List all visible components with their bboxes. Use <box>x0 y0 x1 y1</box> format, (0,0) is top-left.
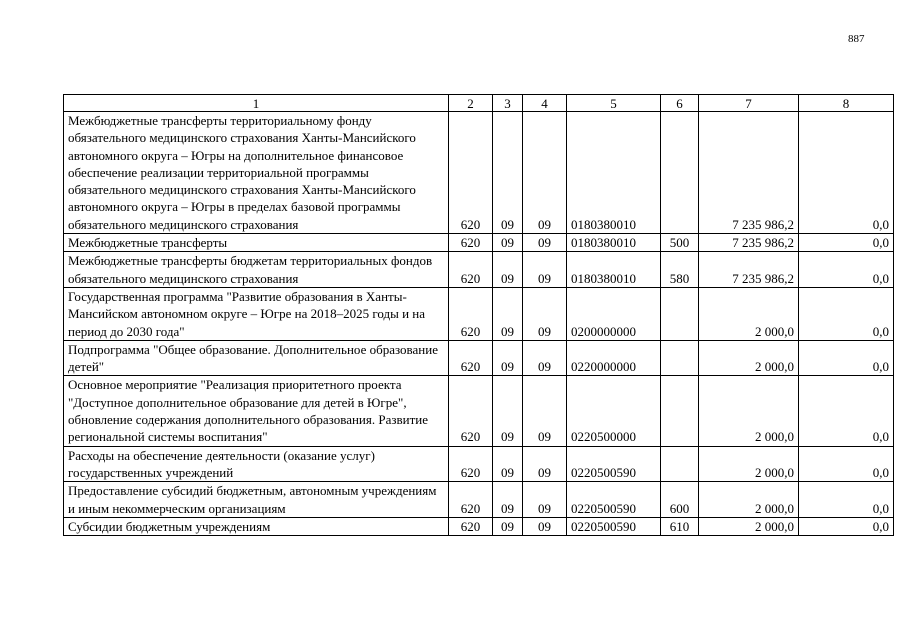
cell-section: 09 <box>493 287 523 340</box>
cell-admin-code: 620 <box>449 252 493 288</box>
cell-expense-type <box>661 446 699 482</box>
cell-expense-type <box>661 287 699 340</box>
cell-amount: 2 000,0 <box>699 482 799 518</box>
cell-amount-extra: 0,0 <box>799 482 894 518</box>
cell-subsection: 09 <box>523 517 567 535</box>
page-number: 887 <box>848 33 865 45</box>
row-name: Межбюджетные трансферты <box>64 234 449 252</box>
cell-admin-code: 620 <box>449 287 493 340</box>
cell-target-article: 0180380010 <box>567 112 661 234</box>
cell-section: 09 <box>493 340 523 376</box>
cell-target-article: 0220500590 <box>567 482 661 518</box>
row-name: Субсидии бюджетным учреждениям <box>64 517 449 535</box>
cell-amount-extra: 0,0 <box>799 517 894 535</box>
cell-target-article: 0220000000 <box>567 340 661 376</box>
cell-section: 09 <box>493 482 523 518</box>
cell-amount: 7 235 986,2 <box>699 252 799 288</box>
cell-amount: 2 000,0 <box>699 517 799 535</box>
table-header-row <box>64 95 894 112</box>
cell-subsection: 09 <box>523 234 567 252</box>
row-name: Подпрограмма "Общее образование. Дополнительное образование детей" <box>64 340 449 376</box>
cell-admin-code: 620 <box>449 482 493 518</box>
table-row <box>64 287 894 340</box>
cell-target-article: 0220500590 <box>567 446 661 482</box>
column-header: 3 <box>493 95 523 112</box>
cell-amount: 7 235 986,2 <box>699 112 799 234</box>
cell-target-article: 0220500590 <box>567 517 661 535</box>
table-row <box>64 252 894 288</box>
cell-admin-code: 620 <box>449 446 493 482</box>
column-header: 5 <box>567 95 661 112</box>
cell-subsection: 09 <box>523 252 567 288</box>
cell-expense-type: 580 <box>661 252 699 288</box>
column-header: 1 <box>64 95 449 112</box>
table-row <box>64 376 894 446</box>
table-row <box>64 482 894 518</box>
cell-target-article: 0180380010 <box>567 252 661 288</box>
cell-target-article: 0220500000 <box>567 376 661 446</box>
cell-subsection: 09 <box>523 446 567 482</box>
cell-amount-extra: 0,0 <box>799 234 894 252</box>
row-name: Государственная программа "Развитие образования в Ханты-Мансийском автономном округе – Югре на 2018–2025 годы и на период до 2030 года" <box>64 287 449 340</box>
cell-expense-type: 610 <box>661 517 699 535</box>
cell-admin-code: 620 <box>449 376 493 446</box>
cell-amount: 7 235 986,2 <box>699 234 799 252</box>
cell-section: 09 <box>493 376 523 446</box>
cell-expense-type <box>661 376 699 446</box>
table-row <box>64 340 894 376</box>
cell-target-article: 0180380010 <box>567 234 661 252</box>
cell-amount: 2 000,0 <box>699 340 799 376</box>
cell-section: 09 <box>493 112 523 234</box>
row-name: Расходы на обеспечение деятельности (оказание услуг) государственных учреждений <box>64 446 449 482</box>
cell-amount: 2 000,0 <box>699 446 799 482</box>
cell-amount-extra: 0,0 <box>799 340 894 376</box>
cell-amount: 2 000,0 <box>699 287 799 340</box>
column-header: 4 <box>523 95 567 112</box>
cell-section: 09 <box>493 252 523 288</box>
cell-target-article: 0200000000 <box>567 287 661 340</box>
cell-amount-extra: 0,0 <box>799 446 894 482</box>
column-header: 2 <box>449 95 493 112</box>
cell-section: 09 <box>493 234 523 252</box>
cell-amount: 2 000,0 <box>699 376 799 446</box>
cell-subsection: 09 <box>523 376 567 446</box>
cell-amount-extra: 0,0 <box>799 112 894 234</box>
cell-expense-type <box>661 340 699 376</box>
cell-subsection: 09 <box>523 112 567 234</box>
cell-admin-code: 620 <box>449 340 493 376</box>
column-header: 8 <box>799 95 894 112</box>
column-header: 6 <box>661 95 699 112</box>
table-row <box>64 112 894 234</box>
cell-expense-type: 600 <box>661 482 699 518</box>
cell-subsection: 09 <box>523 340 567 376</box>
cell-expense-type <box>661 112 699 234</box>
cell-amount-extra: 0,0 <box>799 287 894 340</box>
cell-subsection: 09 <box>523 287 567 340</box>
table-row <box>64 234 894 252</box>
row-name: Межбюджетные трансферты территориальному фонду обязательного медицинского страхования Ханты-Мансийского автономного округа – Югры на дополнительное финансовое обеспечение реализации территориальной программы обязательного медицинского страхования Ханты-Мансийского автономного округа – Югры в пределах базовой программы обязательного медицинского страхования <box>64 112 449 234</box>
cell-subsection: 09 <box>523 482 567 518</box>
budget-table <box>63 94 894 536</box>
table-row <box>64 517 894 535</box>
row-name: Основное мероприятие "Реализация приоритетного проекта "Доступное дополнительное образование для детей в Югре", обновление содержания дополнительного образования. Развитие региональной системы воспитания" <box>64 376 449 446</box>
cell-section: 09 <box>493 446 523 482</box>
cell-admin-code: 620 <box>449 234 493 252</box>
cell-admin-code: 620 <box>449 517 493 535</box>
cell-section: 09 <box>493 517 523 535</box>
row-name: Предоставление субсидий бюджетным, автономным учреждениям и иным некоммерческим организациям <box>64 482 449 518</box>
cell-expense-type: 500 <box>661 234 699 252</box>
cell-amount-extra: 0,0 <box>799 252 894 288</box>
column-header: 7 <box>699 95 799 112</box>
row-name: Межбюджетные трансферты бюджетам территориальных фондов обязательного медицинского страхования <box>64 252 449 288</box>
cell-amount-extra: 0,0 <box>799 376 894 446</box>
cell-admin-code: 620 <box>449 112 493 234</box>
table-row <box>64 446 894 482</box>
